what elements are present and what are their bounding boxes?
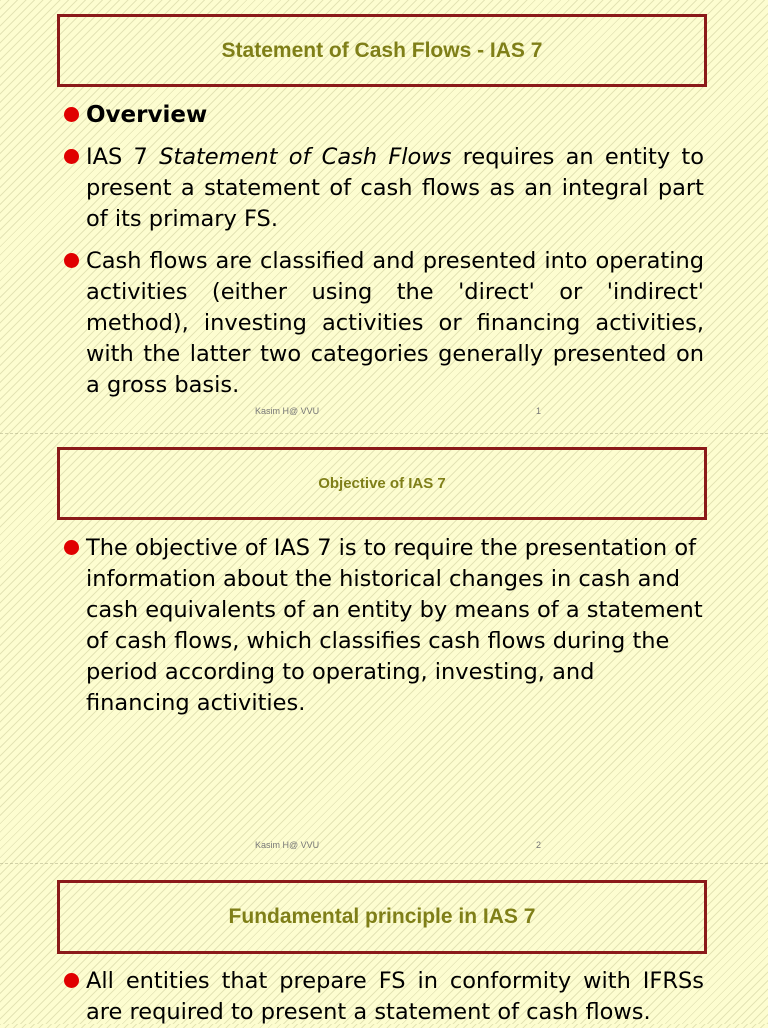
slide-1	[0, 0, 768, 434]
slide-2-title: Objective of IAS 7	[318, 475, 446, 492]
slide-1-bullet-2-text: Cash flows are classified and presented into operating activities (either using the 'direct' or 'indirect' method), investing activities or financing activities, with the latter two categories generally presented on a gross basis.	[86, 248, 704, 398]
slide-1-title: Statement of Cash Flows - IAS 7	[221, 38, 543, 62]
slide-1-bullet-1	[64, 142, 704, 235]
slide-1-heading-item	[64, 100, 704, 131]
bullet-dot-icon	[64, 149, 79, 164]
slide-2-title-box	[57, 447, 707, 520]
slide-3-title-box	[57, 880, 707, 954]
bullet-dot-icon	[64, 540, 79, 555]
slide-2-bullet-1	[64, 533, 704, 719]
slide-3	[0, 864, 768, 1024]
slide-3-title: Fundamental principle in IAS 7	[228, 905, 536, 928]
slide-1-footer-author: Kasim H@ VVU	[255, 406, 320, 416]
bullet-1-rest: requires an entity to present a statement of cash flows as an integral part of its primary FS.	[86, 144, 705, 232]
slide-2-bullet-1-text: The objective of IAS 7 is to require the presentation of information about the historical changes in cash and cash equivalents of an entity by means of a statement of cash flows, which classifies cash flows during the period according to operating, investing, and financing activities.	[86, 535, 703, 716]
bullet-dot-icon	[64, 973, 79, 988]
bullet-dot-icon	[64, 253, 79, 268]
slide-1-bullet-2	[64, 246, 704, 401]
bullet-dot-icon	[64, 107, 79, 122]
bullet-1-italic-title: Statement of Cash Flows	[159, 144, 452, 170]
slide-1-heading: Overview	[86, 102, 208, 128]
bullet-1-prefix: IAS 7	[86, 144, 160, 170]
slide-2	[0, 434, 768, 864]
slide-1-bullet-1-text	[86, 142, 704, 235]
slide-1-page-number: 1	[536, 406, 542, 416]
slide-3-bullet-1	[64, 966, 704, 1028]
slide-2-page-number: 2	[536, 840, 542, 850]
slide-1-title-box	[57, 14, 707, 87]
slide-3-bullet-1-text: All entities that prepare FS in conformity with IFRSs are required to present a statement of cash flows.	[86, 968, 704, 1025]
slide-2-footer-author: Kasim H@ VVU	[255, 840, 320, 850]
